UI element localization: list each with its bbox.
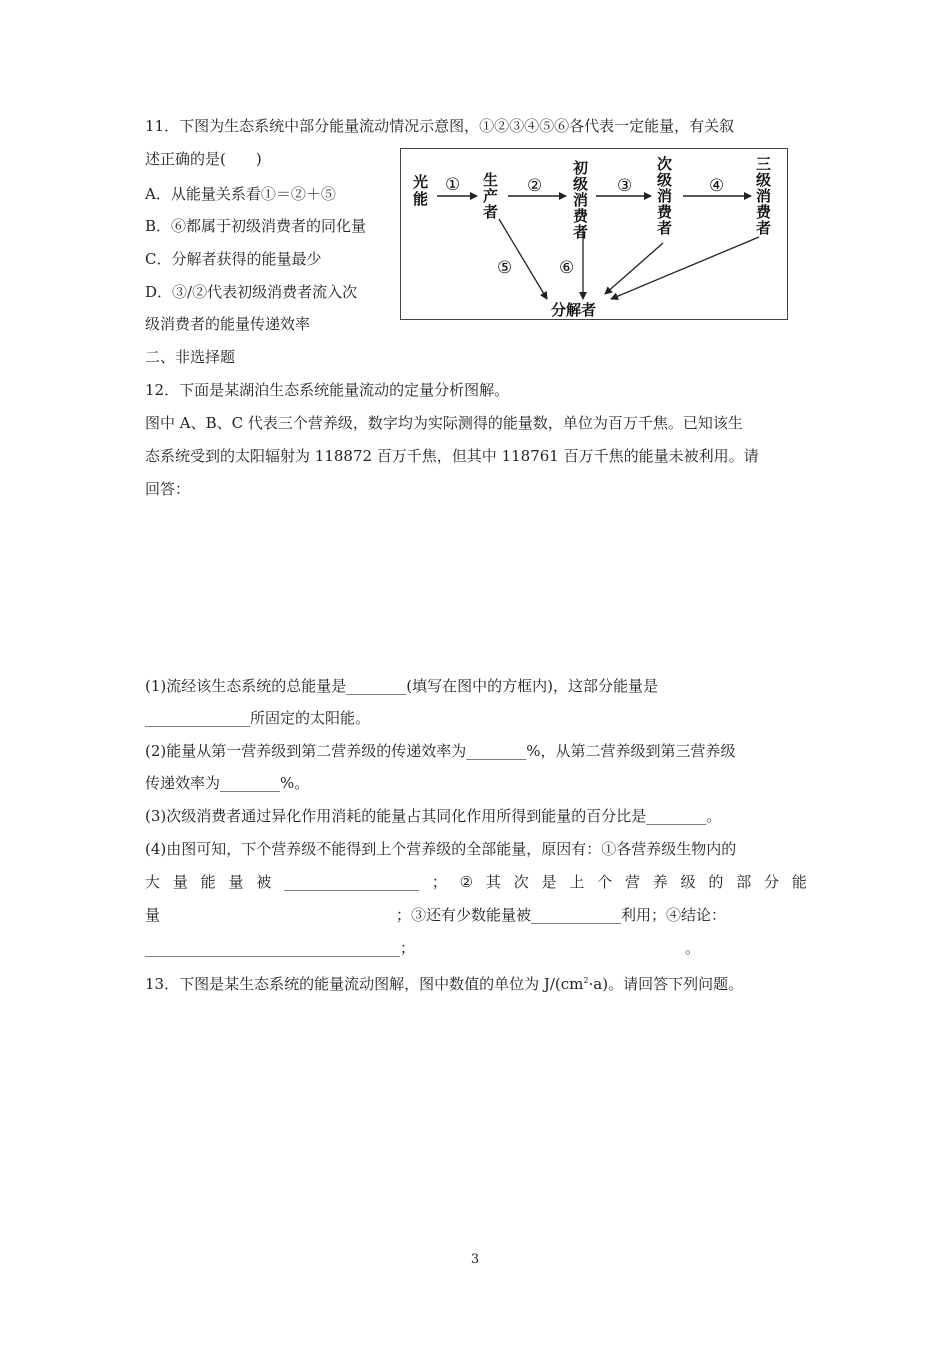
word: 的 <box>708 873 724 891</box>
section-heading: 二、非选择题 <box>145 348 236 366</box>
word: 被 <box>256 873 272 891</box>
label-6: ⑥ <box>559 258 575 278</box>
word: 个 <box>597 873 613 891</box>
word: ； <box>431 873 447 891</box>
label-4: ④ <box>709 176 725 196</box>
label-3: ③ <box>617 176 633 196</box>
node-char: 初 <box>573 159 589 177</box>
q12-line2: 图中 A、B、C 代表三个营养级，数字均为实际测得的能量数，单位为百万千焦。已知该生 <box>145 414 743 432</box>
word: 其 <box>485 873 501 891</box>
q12-part3: (3)次级消费者通过异化作用消耗的能量占其同化作用所得到能量的百分比是________。 <box>145 807 722 825</box>
node-char: 产 <box>483 187 499 205</box>
node-char: 者 <box>483 203 499 221</box>
node-char: 光 <box>413 173 429 191</box>
node-char: 者 <box>657 219 673 237</box>
word: 能 <box>200 873 216 891</box>
node-char: 能 <box>413 190 429 208</box>
label-2: ② <box>527 176 543 196</box>
node-char: 级 <box>657 171 673 189</box>
node-char: 级 <box>573 175 589 193</box>
q11-stem-line1: 11．下图为生态系统中部分能量流动情况示意图，①②③④⑤⑥各代表一定能量，有关叙 <box>145 117 735 135</box>
word: 是 <box>541 873 557 891</box>
q12-part4-line2 <box>145 872 807 892</box>
node-char: 者 <box>756 219 772 237</box>
word: 养 <box>652 873 668 891</box>
word: 次 <box>513 873 529 891</box>
q12-part4-line4-start: __________________________________； <box>145 939 416 957</box>
node-char: 三 <box>756 155 772 173</box>
arrow-secondary-decomposer <box>605 243 663 294</box>
node-char: 费 <box>657 203 673 221</box>
q13-text: 13．下图是某生态系统的能量流动图解，图中数值的单位为 J/(cm <box>145 975 584 993</box>
q12-line1: 12．下面是某湖泊生态系统能量流动的定量分析图解。 <box>145 381 510 399</box>
q11-option-d-line2: 级消费者的能量传递效率 <box>145 315 311 333</box>
node-char: 费 <box>573 207 589 225</box>
q11-option-b: B．⑥都属于初级消费者的同化量 <box>145 217 367 235</box>
node-producer <box>483 171 498 221</box>
node-char: 费 <box>756 203 772 221</box>
node-decomposer: 分解者 <box>551 301 597 319</box>
node-char: 生 <box>483 171 499 189</box>
word: 级 <box>680 873 696 891</box>
node-char: 级 <box>756 171 772 189</box>
q13-superscript: 2 <box>583 976 589 985</box>
node-char: 者 <box>573 223 589 241</box>
q11-option-d-line1: D．③/②代表初级消费者流入次 <box>145 283 358 301</box>
word: ② <box>459 873 474 891</box>
word: 分 <box>764 873 780 891</box>
node-char: 消 <box>573 191 589 209</box>
word: 量 <box>172 873 188 891</box>
word: 部 <box>736 873 752 891</box>
node-char: 次 <box>657 155 673 173</box>
q12-part4-line3-start: 量 <box>145 906 161 924</box>
q12-part4-line1: (4)由图可知，下个营养级不能得到上个营养级的全部能量，原因有：①各营养级生物内的 <box>145 840 737 858</box>
word: 营 <box>624 873 640 891</box>
q12-part4-line4-end: 。 <box>685 939 701 957</box>
q12-part2-line2: 传递效率为________%。 <box>145 774 310 792</box>
label-5: ⑤ <box>497 258 513 278</box>
answer-blank: __________________ <box>284 873 420 891</box>
node-secondary-consumer <box>657 155 673 237</box>
arrow-tertiary-decomposer <box>611 237 759 299</box>
q12-line4: 回答： <box>145 480 191 498</box>
q11-stem-line2: 述正确的是( ) <box>145 150 262 168</box>
q13-text-end: ·a)。请回答下列问题。 <box>588 975 744 993</box>
node-char: 消 <box>756 187 772 205</box>
q12-part2-line1: (2)能量从第一营养级到第二营养级的传递效率为________%，从第二营养级到第三营养级 <box>145 742 736 760</box>
q12-part4-line3-end: ；③还有少数能量被____________利用；④结论： <box>396 906 727 924</box>
q12-part1-line1: (1)流经该生态系统的总能量是________(填写在图中的方框内)，这部分能量是 <box>145 677 658 695</box>
energy-flow-diagram <box>400 148 788 320</box>
word: 能 <box>791 873 807 891</box>
node-char: 消 <box>657 187 673 205</box>
word: 大 <box>145 873 161 891</box>
label-1: ① <box>445 175 461 195</box>
q13-line1 <box>145 971 743 994</box>
page-number: 3 <box>470 1252 480 1267</box>
q12-line3: 态系统受到的太阳辐射为 118872 百万千焦，但其中 118761 百万千焦的能量未被利用。请 <box>145 447 759 465</box>
word: 量 <box>228 873 244 891</box>
q11-option-c: C．分解者获得的能量最少 <box>145 250 322 268</box>
node-light <box>413 173 428 208</box>
q12-part1-line2: ______________所固定的太阳能。 <box>145 709 371 727</box>
node-primary-consumer <box>572 159 589 241</box>
q11-option-a: A．从能量关系看①＝②＋⑤ <box>145 185 336 203</box>
word: 上 <box>569 873 585 891</box>
node-tertiary-consumer <box>756 155 772 237</box>
